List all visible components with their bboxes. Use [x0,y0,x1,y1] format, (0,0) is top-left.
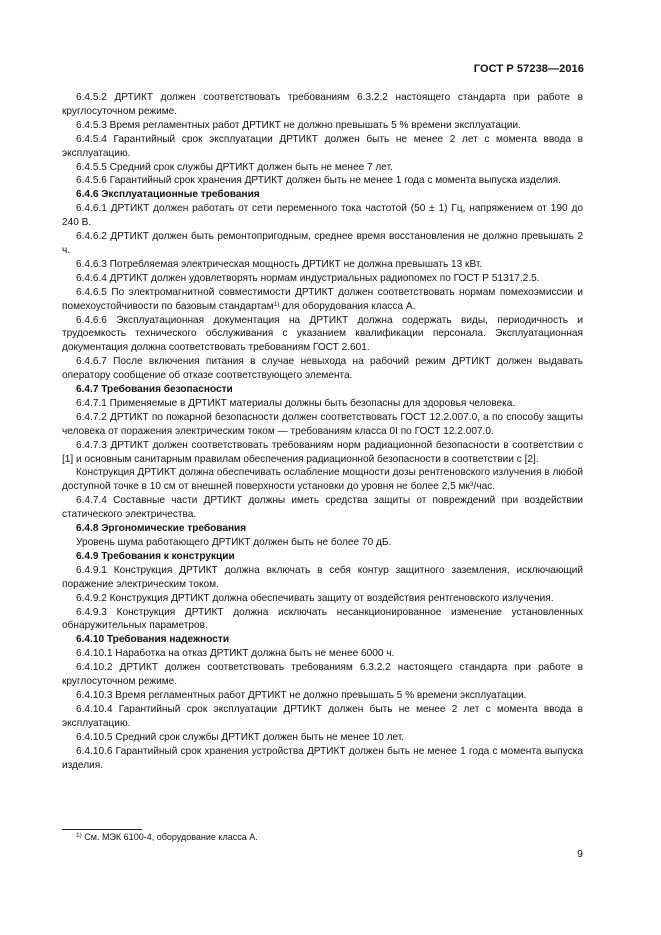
paragraph [62,411,583,439]
paragraph-text: 6.4.6.7 После включения питания в случае невыхода на рабочий режим ДРТИКТ должен выдавать оператору сообщение об отказе соответствующего элемента. [62,356,583,382]
paragraph [62,272,583,286]
paragraph [62,230,583,258]
paragraph [62,647,583,661]
paragraph-text: 6.4.6.1 ДРТИКТ должен работать от сети переменного тока частотой (50 ± 1) Гц, напряжением от 190 до 240 В. [62,203,583,229]
paragraph-text: 6.4.7.2 ДРТИКТ по пожарной безопасности должен соответствовать ГОСТ 12.2.007.0, а по способу защиты человека от поражения электрическим током — требованиям класса 0I по ГОСТ 12.2.007.0. [62,411,583,437]
paragraph-text: 6.4.7.3 ДРТИКТ должен соответствовать требованиям норм радиационной безопасности в соответствии с [1] и основным санитарным правилам обеспечения радиационной безопасности в соответствии с [2]. [62,439,583,465]
paragraph-text: 6.4.6.3 Потребляемая электрическая мощность ДРТИКТ не должна превышать 13 кВт. [76,258,483,270]
paragraph [62,91,583,119]
paragraph-text: 6.4.6 Эксплуатационные требования [76,189,260,201]
paragraph-text: 6.4.5.2 ДРТИКТ должен соответствовать требованиям 6.3.2.2 настоящего стандарта при работе в круглосуточном режиме. [62,92,583,117]
paragraph-text: Уровень шума работающего ДРТИКТ должен быть не более 70 дБ. [76,537,392,548]
paragraph [62,689,583,703]
paragraph-text: 6.4.10.2 ДРТИКТ должен соответствовать требованиям 6.3.2.2 настоящего стандарта при работе в круглосуточном режиме. [62,662,583,688]
paragraph-text: Конструкция ДРТИКТ должна обеспечивать ослабление мощности дозы рентгеновского излучения в любой доступной точке в 10 см от внешней поверхности установки до уровня не более 2,5 мк [62,467,583,493]
footnote-marker: 1) [76,832,82,839]
paragraph-text: 6.4.9 Требования к конструкции [76,550,235,562]
paragraph-text: 6.4.6.4 ДРТИКТ должен удовлетворять нормам индустриальных радиопомех по ГОСТ Р 51317.2.5. [76,272,540,284]
paragraph-text: 6.4.6.5 По электромагнитной совместимости ДРТИКТ должен соответствовать нормам помехоэмиссии и помехоустойчивости по базовым стандартам [62,286,583,312]
paragraph [62,439,583,467]
paragraph [62,536,583,550]
paragraph-text: 6.4.10.6 Гарантийный срок хранения устройства ДРТИКТ должен быть не менее 1 года с момента выпуска изделия. [62,745,583,771]
paragraph-text: 6.4.7.4 Составные части ДРТИКТ должны иметь средства защиты от повреждений при воздействии статического электричества. [62,495,583,521]
paragraph [62,258,583,272]
paragraph [62,494,583,522]
section-heading [62,550,583,564]
paragraph-text-tail: для оборудования класса А. [279,300,416,312]
paragraph-text: 6.4.6.2 ДРТИКТ должен быть ремонтопригодным, среднее время восстановления не должно превышать 2 ч. [62,231,583,256]
document-header: ГОСТ Р 57238—2016 [473,63,584,75]
paragraph-text: 6.4.9.2 Конструкция ДРТИКТ должна обеспечивать защиту от воздействия рентгеновского излучения. [76,592,554,604]
paragraph [62,133,583,161]
superscript: 3 [469,481,474,489]
paragraph [62,397,583,411]
page-number: 9 [577,848,583,860]
paragraph-text: 6.4.5.6 Гарантийный срок хранения ДРТИКТ должен быть не менее 1 года с момента выпуска изделия. [76,175,561,187]
section-heading [62,188,583,202]
section-heading [62,522,583,536]
paragraph-text: 6.4.6.6 Эксплуатационная документация на ДРТИКТ должна содержать виды, периодичность и трудоемкость технического обслуживания с указанием квалификации персонала. Эксплуатационная документация должна соответствовать требованиям ГОСТ 2.601. [62,314,583,354]
footnote-text: См. МЭК 6100-4, оборудование класса А. [81,832,258,842]
paragraph-text: 6.4.5.4 Гарантийный срок эксплуатации ДРТИКТ должен быть не менее 2 лет с момента ввода в эксплуатацию. [62,133,583,159]
paragraph [62,286,583,314]
paragraph [62,745,583,773]
paragraph [62,174,583,188]
paragraph-text: 6.4.10.1 Наработка на отказ ДРТИКТ должна быть не менее 6000 ч. [76,648,395,660]
paragraph [62,355,583,383]
section-heading [62,383,583,397]
paragraph [62,703,583,731]
paragraph [62,661,583,689]
paragraph-text: 6.4.7.1 Применяемые в ДРТИКТ материалы должны быть безопасны для здоровья человека. [76,397,516,409]
superscript: 1) [273,300,280,308]
paragraph [62,606,583,634]
paragraph-text: 6.4.10 Требования надежности [76,634,230,646]
paragraph-text: 6.4.9.1 Конструкция ДРТИКТ должна включать в себя контур защитного заземления, исключающий поражение электрическим током. [62,564,583,590]
paragraph [62,202,583,230]
paragraph [62,119,583,133]
paragraph-text: 6.4.9.3 Конструкция ДРТИКТ должна исключать несанкционированное изменение установленных обнаружительных параметров. [62,606,583,632]
section-heading [62,633,583,647]
paragraph [62,731,583,745]
paragraph-text: 6.4.8 Эргономические требования [76,523,247,535]
paragraph-text: 6.4.10.5 Средний срок службы ДРТИКТ должен быть не менее 10 лет. [76,731,405,743]
paragraph-text: 6.4.5.3 Время регламентных работ ДРТИКТ не должно превышать 5 % времени эксплуатации. [76,119,521,131]
paragraph-text: 6.4.5.5 Средний срок службы ДРТИКТ должен быть не менее 7 лет. [76,161,393,173]
paragraph [62,466,583,494]
paragraph-text-tail: /час. [473,481,496,493]
paragraph [62,592,583,606]
paragraph [62,314,583,356]
paragraph-text: 6.4.10.4 Гарантийный срок эксплуатации ДРТИКТ должен быть не менее 2 лет с момента ввода в эксплуатацию. [62,703,583,729]
footnote-divider [62,829,142,830]
document-body [62,91,583,772]
footnote [76,831,258,843]
paragraph [62,161,583,175]
paragraph-text: 6.4.7 Требования безопасности [76,384,233,396]
paragraph [62,564,583,592]
paragraph-text: 6.4.10.3 Время регламентных работ ДРТИКТ не должно превышать 5 % времени эксплуатации. [76,689,527,701]
